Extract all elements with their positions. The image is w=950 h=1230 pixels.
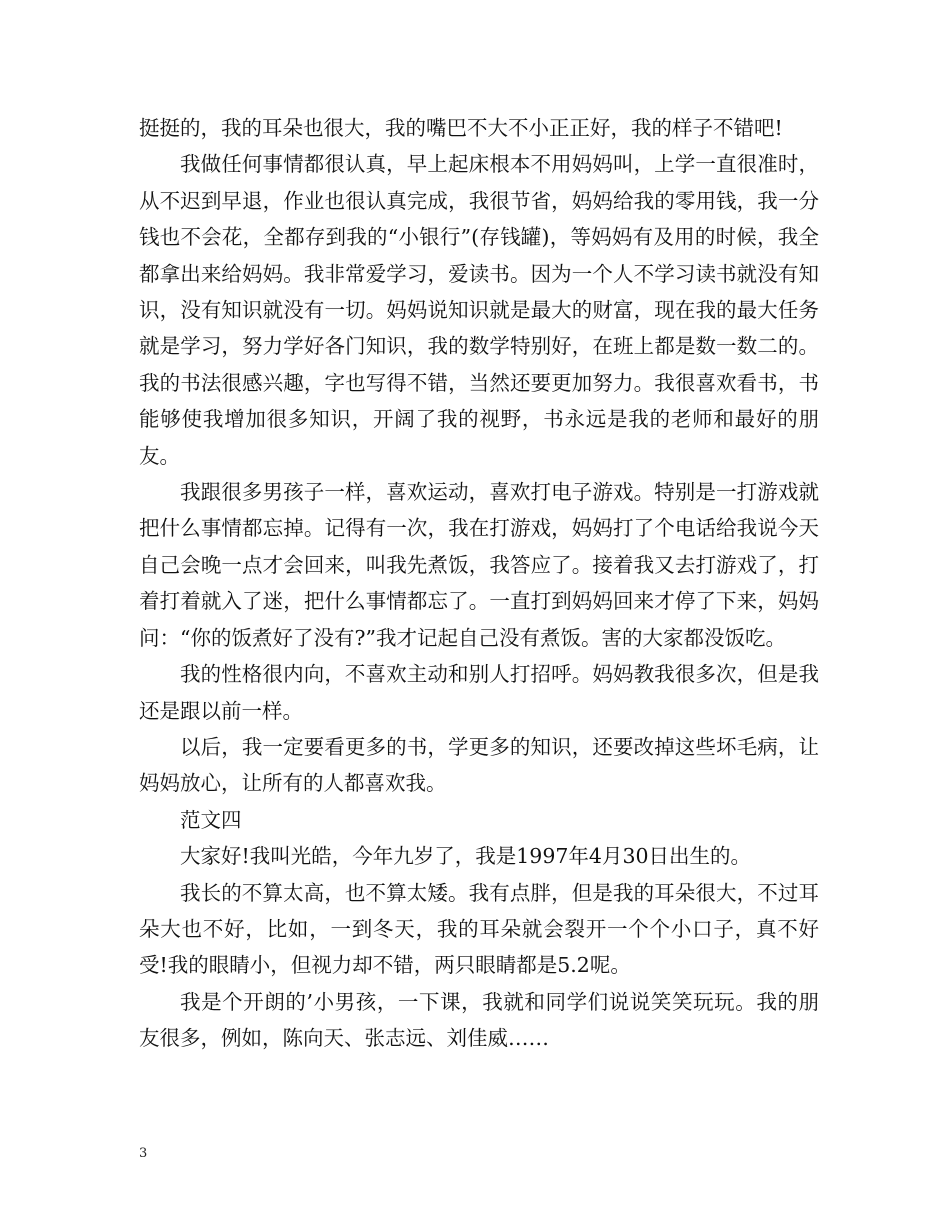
document-body bbox=[139, 110, 819, 1057]
paragraph: 我做任何事情都很认真，早上起床根本不用妈妈叫，上学一直很准时，从不迟到早退，作业也很认真完成，我很节省，妈妈给我的零用钱，我一分钱也不会花，全都存到我的“小银行”(存钱罐)，等妈妈有及用的时候，我全都拿出来给妈妈。我非常爱学习，爱读书。因为一个人不学习读书就没有知识，没有知识就没有一切。妈妈说知识就是最大的财富，现在我的最大任务就是学习，努力学好各门知识，我的数学特别好，在班上都是数一数二的。我的书法很感兴趣，字也写得不错，当然还要更加努力。我很喜欢看书，书能够使我增加很多知识，开阔了我的视野，书永远是我的老师和最好的朋友。 bbox=[139, 152, 819, 468]
paragraph: 我是个开朗的’小男孩，一下课，我就和同学们说说笑笑玩玩。我的朋友很多，例如，陈向天、张志远、刘佳威…… bbox=[139, 989, 819, 1051]
paragraph: 我的性格很内向，不喜欢主动和别人打招呼。妈妈教我很多次，但是我还是跟以前一样。 bbox=[139, 662, 819, 723]
paragraph-continued: 挺挺的，我的耳朵也很大，我的嘴巴不大不小正正好，我的样子不错吧! bbox=[139, 116, 783, 140]
paragraph: 我长的不算太高，也不算太矮。我有点胖，但是我的耳朵很大，不过耳朵大也不好，比如，一到冬天，我的耳朵就会裂开一个个小口子，真不好受!我的眼睛小，但视力却不错，两只眼睛都是5.2呢。 bbox=[139, 880, 819, 978]
paragraph: 以后，我一定要看更多的书，学更多的知识，还要改掉这些坏毛病，让妈妈放心，让所有的人都喜欢我。 bbox=[139, 734, 819, 796]
paragraph: 我跟很多男孩子一样，喜欢运动，喜欢打电子游戏。特别是一打游戏就把什么事情都忘掉。记得有一次，我在打游戏，妈妈打了个电话给我说今天自己会晚一点才会回来，叫我先煮饭，我答应了。接着我又去打游戏了，打着打着就入了迷，把什么事情都忘了。一直打到妈妈回来才停了下来，妈妈问：“你的饭煮好了没有?”我才记起自己没有煮饭。害的大家都没饭吃。 bbox=[139, 480, 819, 650]
page-number: 3 bbox=[139, 1146, 148, 1161]
section-heading: 范文四 bbox=[180, 807, 242, 832]
paragraph: 大家好!我叫光皓，今年九岁了，我是1997年4月30日出生的。 bbox=[180, 844, 752, 869]
